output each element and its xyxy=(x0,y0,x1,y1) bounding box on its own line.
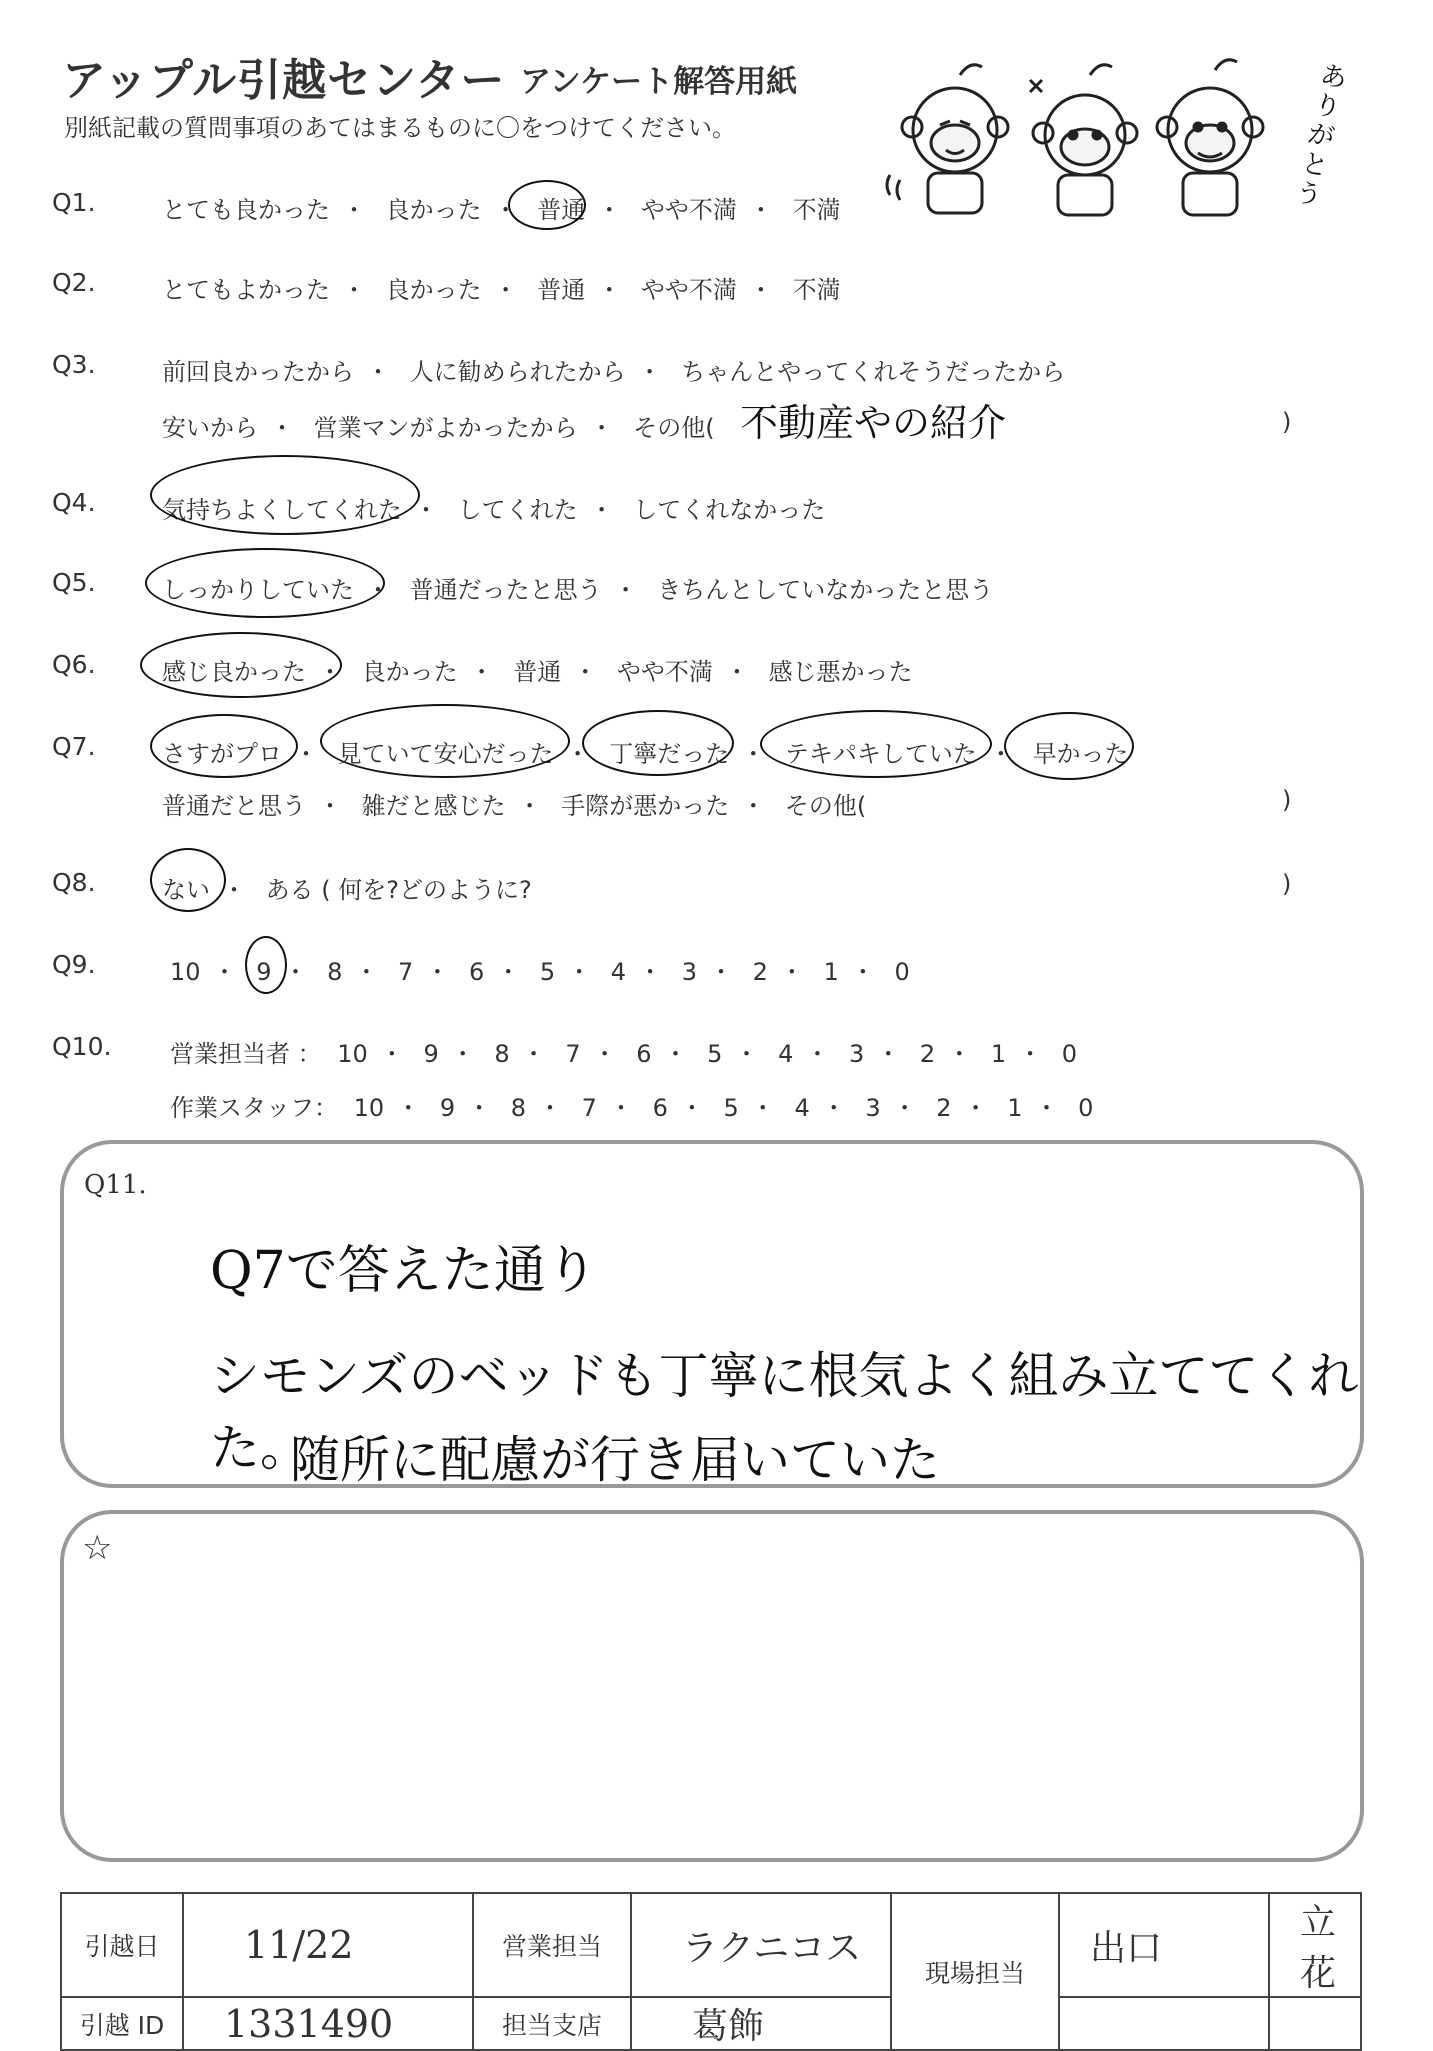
q10-sales-score[interactable]: 10 xyxy=(337,1040,368,1068)
q6-option[interactable]: 良かった xyxy=(361,658,458,686)
q2-options: とてもよかった ・ 良かった ・ 普通 ・ やや不満 ・ 不満 xyxy=(162,276,841,304)
q8-option-other[interactable]: ある ( 何を?どのように? xyxy=(265,876,532,904)
q10-sales-score[interactable]: 0 xyxy=(1061,1040,1078,1068)
q10-staff-score[interactable]: 1 xyxy=(1007,1094,1023,1122)
q1-option[interactable]: やや不満 xyxy=(640,196,737,224)
q3-number: Q3. xyxy=(52,350,96,379)
q9-score[interactable]: 7 xyxy=(398,958,414,986)
q4-option-selected[interactable]: 気持ちよくしてくれた xyxy=(162,496,402,524)
q3-option-other[interactable]: その他( xyxy=(633,414,715,442)
q7-option[interactable]: 手際が悪かった xyxy=(561,792,730,820)
q8-option-selected[interactable]: ない xyxy=(162,876,210,904)
instruction-text: 別紙記載の質問事項のあてはまるものに〇をつけてください。 xyxy=(64,114,736,142)
q7-close-paren: ) xyxy=(1282,786,1292,814)
q9-score[interactable]: 5 xyxy=(539,958,556,986)
q7-option-selected[interactable]: 見ていて安心だった xyxy=(337,740,554,768)
q8-close-paren: ) xyxy=(1282,870,1292,898)
q1-selection-circle xyxy=(508,180,586,230)
q10-staff-score[interactable]: 8 xyxy=(510,1094,527,1122)
q10-staff-score[interactable]: 5 xyxy=(723,1094,739,1122)
q2-option[interactable]: 良かった xyxy=(385,276,482,304)
q10-sales-label: 営業担当者 ： xyxy=(170,1040,322,1068)
q6-option-selected[interactable]: 感じ良かった xyxy=(162,658,306,686)
move-id-value[interactable]: 1331490 xyxy=(183,1997,473,2050)
q7-selection-circle xyxy=(150,714,298,778)
q7-selection-circle xyxy=(1004,712,1134,780)
q5-options: しっかりしていた ・ 普通だったと思う ・ きちんとしていなかったと思う xyxy=(162,576,994,604)
q2-option[interactable]: とてもよかった xyxy=(162,276,330,304)
q5-option-selected[interactable]: しっかりしていた xyxy=(162,576,354,604)
q9-score[interactable]: 10 xyxy=(170,958,201,986)
q10-staff-score[interactable]: 7 xyxy=(581,1094,597,1122)
q1-option-selected[interactable]: 普通 xyxy=(537,196,586,224)
q1-number: Q1. xyxy=(52,188,96,217)
q10-sales-score[interactable]: 4 xyxy=(778,1040,794,1068)
q10-sales-score[interactable]: 6 xyxy=(636,1040,652,1068)
monkey-right-icon xyxy=(1157,60,1263,215)
q7-option[interactable]: 普通だと思う xyxy=(162,792,306,820)
q6-selection-circle xyxy=(140,632,342,698)
field-staff-value-1[interactable]: 出口 xyxy=(1059,1893,1269,1997)
q7-options-line2: 普通だと思う ・ 雑だと感じた ・ 手際が悪かった ・ その他( xyxy=(162,792,867,820)
q10-staff-row: 作業スタッフ： 10 ・ 9 ・ 8 ・ 7 ・ 6 ・ 5 ・ 4 ・ 3 ・ 2 ・ 1 ・ 0 xyxy=(170,1094,1094,1122)
q10-staff-score[interactable]: 4 xyxy=(794,1094,810,1122)
q7-selection-circle xyxy=(582,710,734,776)
q10-sales-score[interactable]: 3 xyxy=(849,1040,865,1068)
q9-score[interactable]: 1 xyxy=(823,958,839,986)
q5-option[interactable]: 普通だったと思う xyxy=(409,576,602,604)
q5-option[interactable]: きちんとしていなかったと思う xyxy=(657,576,994,604)
q4-number: Q4. xyxy=(52,488,96,517)
q1-option[interactable]: 不満 xyxy=(792,196,841,224)
move-date-label: 引越日 xyxy=(61,1893,183,1997)
branch-label: 担当支店 xyxy=(473,1997,631,2050)
q10-number: Q10. xyxy=(52,1032,112,1061)
q3-option[interactable]: 人に勧められたから xyxy=(409,358,626,386)
q10-sales-score[interactable]: 9 xyxy=(423,1040,439,1068)
field-staff-empty-cell[interactable] xyxy=(1269,1997,1361,2050)
field-staff-label: 現場担当 xyxy=(891,1893,1059,2050)
q6-number: Q6. xyxy=(52,650,96,679)
q8-options: ない ・ ある ( 何を?どのように? xyxy=(162,876,532,904)
q2-option[interactable]: やや不満 xyxy=(640,276,737,304)
q3-close-paren: ) xyxy=(1282,408,1292,436)
q10-staff-score[interactable]: 2 xyxy=(936,1094,952,1122)
form-subtitle: アンケート解答用紙 xyxy=(520,64,798,100)
q1-options: とても良かった ・ 良かった ・ 普通 ・ やや不満 ・ 不満 xyxy=(162,196,841,224)
branch-value[interactable]: 葛飾 xyxy=(631,1997,891,2050)
q10-sales-score[interactable]: 7 xyxy=(565,1040,581,1068)
q10-staff-score[interactable]: 0 xyxy=(1078,1094,1094,1122)
q10-sales-score[interactable]: 5 xyxy=(707,1040,723,1068)
q10-sales-score[interactable]: 8 xyxy=(494,1040,510,1068)
q8-selection-circle xyxy=(150,848,226,912)
q1-option[interactable]: 良かった xyxy=(385,196,482,224)
field-staff-empty-cell[interactable] xyxy=(1059,1997,1269,2050)
q9-scale: 10 ・ 9 ・ 8 ・ 7 ・ 6 ・ 5 ・ 4 ・ 3 ・ 2 ・ 1 ・ 0 xyxy=(170,958,910,986)
q9-score[interactable]: 6 xyxy=(468,958,485,986)
q7-selection-circle xyxy=(760,710,992,778)
q2-number: Q2. xyxy=(52,268,96,297)
sales-rep-value[interactable]: ラクニコス xyxy=(631,1893,891,1997)
q11-label: Q11. xyxy=(84,1170,147,1200)
q11-handwritten-line: Q7で答えた通り xyxy=(210,1241,598,1301)
q5-number: Q5. xyxy=(52,568,96,597)
star-comment-box[interactable] xyxy=(60,1510,1364,1862)
q10-sales-score[interactable]: 1 xyxy=(990,1040,1007,1068)
q7-option[interactable]: 雑だと感じた xyxy=(361,792,506,820)
q9-score[interactable]: 2 xyxy=(752,958,768,986)
q10-staff-score[interactable]: 10 xyxy=(353,1094,385,1122)
q4-selection-circle xyxy=(150,455,420,535)
q9-score[interactable]: 8 xyxy=(327,958,343,986)
q7-option-selected[interactable]: 丁寧だった xyxy=(609,740,730,768)
q5-selection-circle xyxy=(145,548,385,618)
q3-option[interactable]: 営業マンがよかったから xyxy=(313,414,578,442)
q6-options: 感じ良かった ・ 良かった ・ 普通 ・ やや不満 ・ 感じ悪かった xyxy=(162,658,913,686)
q9-score-selected[interactable]: 9 xyxy=(256,958,272,986)
q3-other-handwritten[interactable]: 不動産やの紹介 xyxy=(740,401,1007,445)
q2-option[interactable]: 不満 xyxy=(792,276,841,304)
star-icon: ☆ xyxy=(82,1528,113,1568)
q6-option[interactable]: 感じ悪かった xyxy=(768,658,913,686)
q1-option[interactable]: とても良かった xyxy=(162,196,330,224)
q10-staff-score[interactable]: 6 xyxy=(652,1094,668,1122)
q9-number: Q9. xyxy=(52,950,96,979)
q10-staff-label: 作業スタッフ： xyxy=(170,1094,338,1122)
mascot-thanks-text: ありがとう xyxy=(1292,60,1350,213)
q9-score[interactable]: 0 xyxy=(894,958,910,986)
monkey-left-icon xyxy=(887,65,1008,213)
q7-option-other[interactable]: その他( xyxy=(784,792,867,820)
q10-sales-row: 営業担当者 ： 10 ・ 9 ・ 8 ・ 7 ・ 6 ・ 5 ・ 4 ・ 3 ・ 2 ・ 1 ・ 0 xyxy=(170,1040,1078,1068)
mascot-illustration xyxy=(880,55,1340,225)
move-id-label: 引越 ID xyxy=(61,1997,183,2050)
q4-option[interactable]: してくれた xyxy=(457,496,578,524)
q7-option-selected[interactable]: 早かった xyxy=(1032,740,1129,768)
q6-option[interactable]: やや不満 xyxy=(616,658,713,686)
footer-info-table xyxy=(60,1892,1362,2051)
q7-option-selected[interactable]: テキパキしていた xyxy=(784,740,977,768)
monkey-center-icon xyxy=(1030,65,1137,215)
q3-option[interactable]: 前回良かったから xyxy=(162,358,354,386)
q3-option[interactable]: ちゃんとやってくれそうだったから xyxy=(681,358,1066,386)
q7-number: Q7. xyxy=(52,732,96,761)
q7-selection-circle xyxy=(320,704,570,778)
q7-options-line1: さすがプロ ・ 見ていて安心だった ・ 丁寧だった ・ テキパキしていた ・ 早かった xyxy=(162,740,1129,768)
sales-rep-label: 営業担当 xyxy=(473,1893,631,1997)
q4-option[interactable]: してくれなかった xyxy=(633,496,826,524)
q2-option[interactable]: 普通 xyxy=(537,276,586,304)
q10-staff-score[interactable]: 3 xyxy=(865,1094,881,1122)
company-title: アップル引越センター xyxy=(62,55,506,106)
q9-score[interactable]: 4 xyxy=(610,958,627,986)
move-date-value[interactable]: 11/22 xyxy=(183,1893,473,1997)
q3-options-line1: 前回良かったから ・ 人に勧められたから ・ ちゃんとやってくれそうだったから xyxy=(162,358,1066,386)
q9-selection-circle xyxy=(245,936,287,994)
q6-option[interactable]: 普通 xyxy=(513,658,562,686)
q8-number: Q8. xyxy=(52,868,96,897)
q10-sales-score[interactable]: 2 xyxy=(919,1040,936,1068)
q3-option[interactable]: 安いから xyxy=(162,414,258,442)
q9-score[interactable]: 3 xyxy=(681,958,697,986)
q3-options-line2: 安いから ・ 営業マンがよかったから ・ その他( xyxy=(162,414,715,442)
q7-option-selected[interactable]: さすがプロ xyxy=(162,740,282,768)
field-staff-value-2[interactable]: 立花 xyxy=(1269,1893,1361,1997)
q10-staff-score[interactable]: 9 xyxy=(439,1094,456,1122)
q4-options: 気持ちよくしてくれた ・ してくれた ・ してくれなかった xyxy=(162,496,826,524)
q11-handwritten-line: 随所に配慮が行き届いていた xyxy=(290,1431,940,1489)
q11-handwritten-line: シモンズのベッドも丁寧に根気よく組み立ててくれた。 xyxy=(210,1347,1359,1477)
